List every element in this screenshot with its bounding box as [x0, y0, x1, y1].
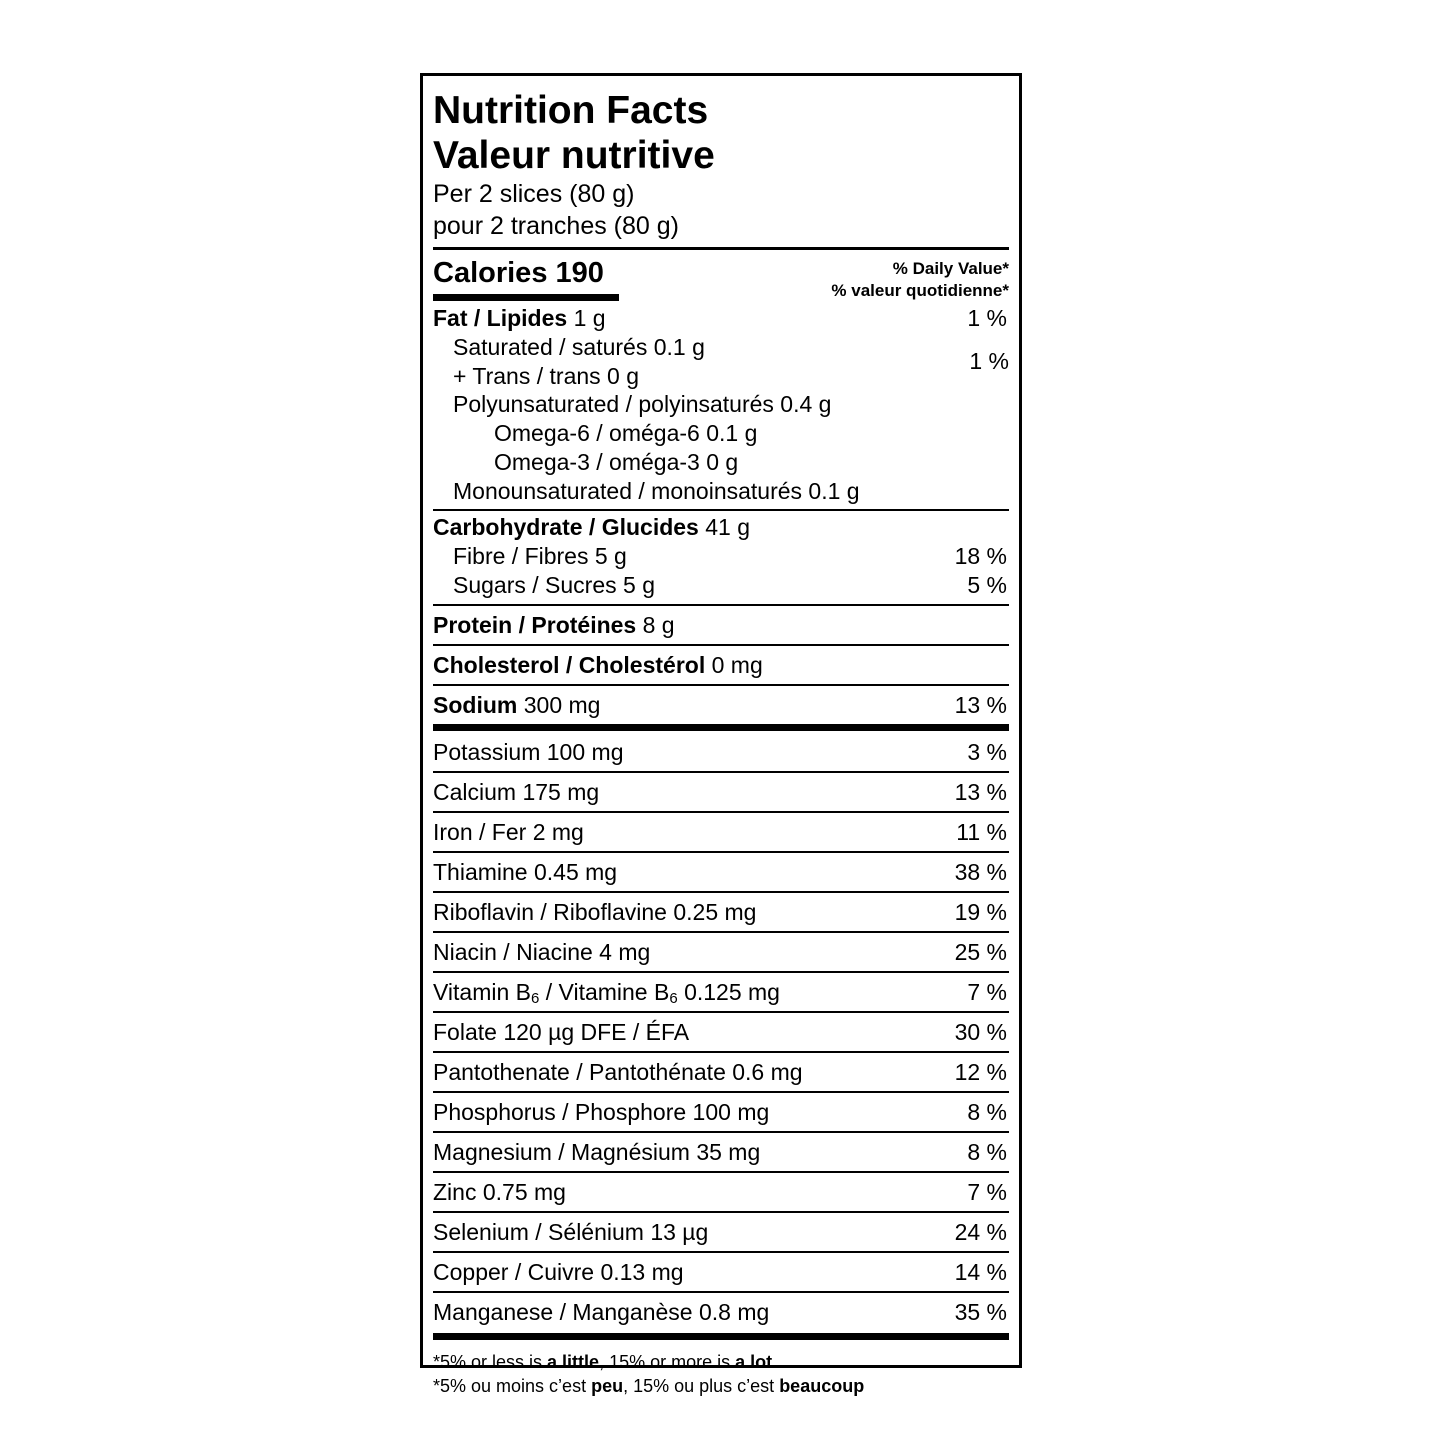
fat-amount: 1 g	[567, 305, 606, 331]
nutrient-row	[433, 1213, 1009, 1251]
nutrient-label: Phosphorus / Phosphore 100 mg	[433, 1099, 770, 1125]
nutrient-row	[433, 733, 1009, 771]
sugars-row	[433, 571, 1009, 600]
footnote-french: *5% ou moins c’est peu, 15% ou plus c’est beaucoup	[433, 1376, 865, 1396]
sodium-row	[433, 686, 1009, 724]
nutrient-label: Potassium 100 mg	[433, 739, 624, 765]
nutrient-row	[433, 1293, 1009, 1331]
nutrient-percent: 7 %	[967, 979, 1007, 1005]
carbohydrate-row	[433, 513, 1009, 542]
divider	[433, 509, 1009, 511]
nutrient-label: Zinc 0.75 mg	[433, 1179, 566, 1205]
polyunsaturated-row	[433, 390, 1009, 419]
nutrient-percent: 24 %	[954, 1219, 1007, 1245]
omega3-row	[433, 448, 1009, 477]
nutrient-percent: 25 %	[954, 939, 1007, 965]
nutrient-label: Selenium / Sélénium 13 µg	[433, 1219, 709, 1245]
fibre-label: Fibre / Fibres 5 g	[453, 543, 627, 569]
nutrient-label: Folate 120 µg DFE / ÉFA	[433, 1019, 690, 1045]
polyunsaturated: Polyunsaturated / polyinsaturés 0.4 g	[453, 391, 832, 417]
nutrient-percent: 8 %	[967, 1139, 1007, 1165]
carbohydrate-label: Carbohydrate / Glucides	[433, 514, 699, 540]
omega-3: Omega-3 / oméga-3 0 g	[494, 449, 739, 475]
nutrient-label: Riboflavin / Riboflavine 0.25 mg	[433, 899, 757, 925]
nutrient-percent: 12 %	[954, 1059, 1007, 1085]
calories-row	[433, 250, 1009, 302]
omega-6: Omega-6 / oméga-6 0.1 g	[494, 420, 758, 446]
nutrient-row	[433, 1253, 1009, 1291]
calories: Calories 190	[433, 257, 604, 289]
title-french: Valeur nutritive	[433, 134, 715, 177]
nutrient-label: Manganese / Manganèse 0.8 mg	[433, 1299, 770, 1325]
nutrient-label: Pantothenate / Pantothénate 0.6 mg	[433, 1059, 803, 1085]
saturated-fat: Saturated / saturés 0.1 g	[453, 334, 705, 360]
nutrient-percent: 30 %	[954, 1019, 1007, 1045]
nutrient-row	[433, 853, 1009, 891]
nutrient-percent: 35 %	[954, 1299, 1007, 1325]
nutrient-percent: 8 %	[967, 1099, 1007, 1125]
nutrient-label: Copper / Cuivre 0.13 mg	[433, 1259, 684, 1285]
daily-value-header	[831, 258, 1009, 302]
cholesterol-label: Cholesterol / Cholestérol	[433, 652, 706, 678]
nutrient-row	[433, 1013, 1009, 1051]
nutrient-percent: 11 %	[956, 819, 1007, 845]
nutrient-row	[433, 973, 1009, 1011]
title-english: Nutrition Facts	[433, 89, 709, 132]
fat-percent: 1 %	[967, 305, 1007, 331]
nutrient-percent: 19 %	[954, 899, 1007, 925]
nutrient-percent: 3 %	[967, 739, 1007, 765]
sodium-label: Sodium	[433, 692, 518, 718]
serving-size-french: pour 2 tranches (80 g)	[433, 212, 679, 240]
sodium-percent: 13 %	[954, 692, 1007, 718]
nutrient-percent: 7 %	[967, 1179, 1007, 1205]
nutrient-label: Iron / Fer 2 mg	[433, 819, 584, 845]
protein-label: Protein / Protéines	[433, 612, 637, 638]
fibre-row	[433, 542, 1009, 571]
nutrient-row	[433, 1133, 1009, 1171]
sodium-amount: 300 mg	[517, 692, 601, 718]
serving-size-english: Per 2 slices (80 g)	[433, 180, 635, 208]
saturated-trans-percent: 1 %	[969, 348, 1009, 374]
carbohydrate-amount: 41 g	[698, 514, 751, 540]
nutrition-facts-label	[420, 73, 1022, 1396]
monounsaturated: Monounsaturated / monoinsaturés 0.1 g	[453, 478, 860, 504]
nutrient-label: Thiamine 0.45 mg	[433, 859, 618, 885]
calories-underline	[433, 294, 619, 301]
nutrient-label: Niacin / Niacine 4 mg	[433, 939, 651, 965]
thick-divider	[433, 1333, 1009, 1340]
thick-divider	[433, 724, 1009, 731]
fat-row	[433, 304, 1009, 333]
nutrient-percent: 13 %	[954, 779, 1007, 805]
nutrient-row	[433, 773, 1009, 811]
cholesterol-amount: 0 mg	[705, 652, 763, 678]
fibre-percent: 18 %	[954, 543, 1007, 569]
sugars-label: Sugars / Sucres 5 g	[453, 572, 655, 598]
daily-value-french: % valeur quotidienne*	[831, 281, 1009, 300]
protein-row	[433, 606, 1009, 644]
nutrient-row	[433, 893, 1009, 931]
nutrient-row	[433, 933, 1009, 971]
nutrient-row	[433, 1173, 1009, 1211]
nutrient-row	[433, 1093, 1009, 1131]
trans-fat: + Trans / trans 0 g	[453, 362, 640, 389]
footnote	[433, 1340, 1009, 1398]
daily-value-english: % Daily Value*	[892, 259, 1009, 278]
monounsaturated-row	[433, 477, 1009, 506]
nutrient-label: Vitamin $B_6$ / Vitamine $B_6$ 0.125 mg	[433, 979, 780, 1007]
saturated-trans-row	[433, 333, 1009, 390]
vitamins-minerals-list	[433, 733, 1009, 1331]
nutrient-label: Calcium 175 mg	[433, 779, 600, 805]
fat-label: Fat / Lipides	[433, 305, 568, 331]
cholesterol-row	[433, 646, 1009, 684]
protein-amount: 8 g	[636, 612, 675, 638]
footnote-english: *5% or less is a little, 15% or more is a lot	[433, 1352, 773, 1372]
nutrient-percent: 38 %	[954, 859, 1007, 885]
nutrient-row	[433, 813, 1009, 851]
nutrient-row	[433, 1053, 1009, 1091]
nutrient-percent: 14 %	[954, 1259, 1007, 1285]
nutrient-label: Magnesium / Magnésium 35 mg	[433, 1139, 761, 1165]
sugars-percent: 5 %	[967, 572, 1007, 598]
omega6-row	[433, 419, 1009, 448]
